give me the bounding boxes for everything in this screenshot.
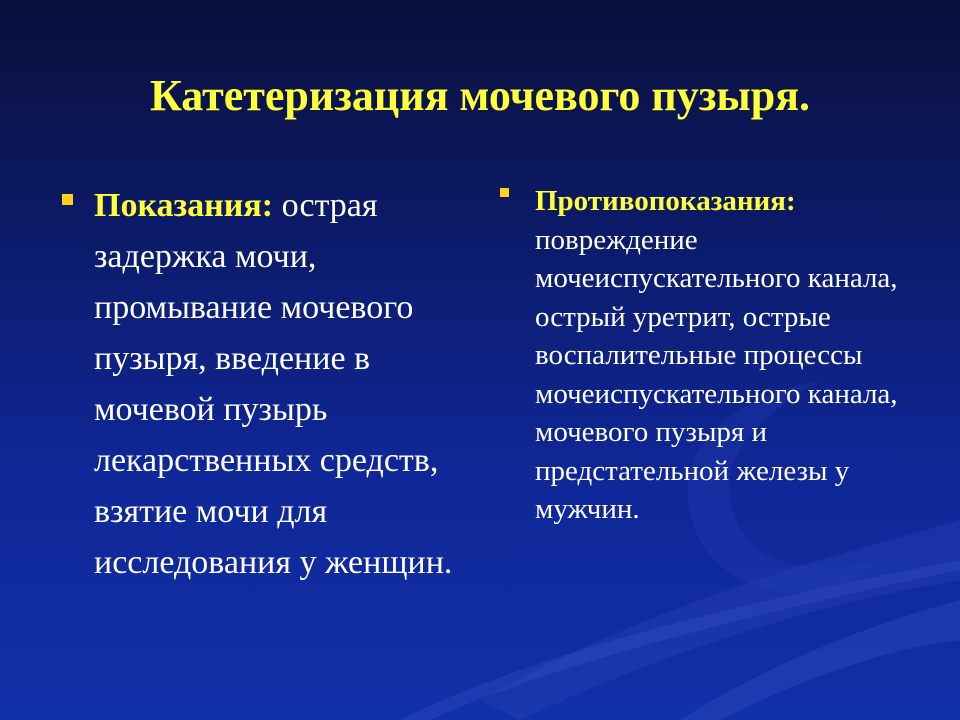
indications-text [94,180,462,588]
contraindications-label: Противопоказания: [535,185,796,217]
contraindications-text [535,182,940,529]
square-bullet-icon [500,188,509,197]
contraindications-column [500,182,940,529]
slide-title: Катетеризация мочевого пузыря. [149,71,811,120]
contraindications-body: повреждение мочеиспускательного канала, острый уретрит, острые воспалительные процессы мочеиспускательного канала, мочевого пузыря и предстательной железы у мужчин. [535,223,898,525]
indications-label: Показания: [94,187,274,224]
indications-body: острая задержка мочи, промывание мочевого пузыря, введение в мочевой пузырь лекарственных средств, взятие мочи для исследования у женщин. [94,187,453,581]
square-bullet-icon [62,194,73,205]
indications-column [62,180,462,588]
